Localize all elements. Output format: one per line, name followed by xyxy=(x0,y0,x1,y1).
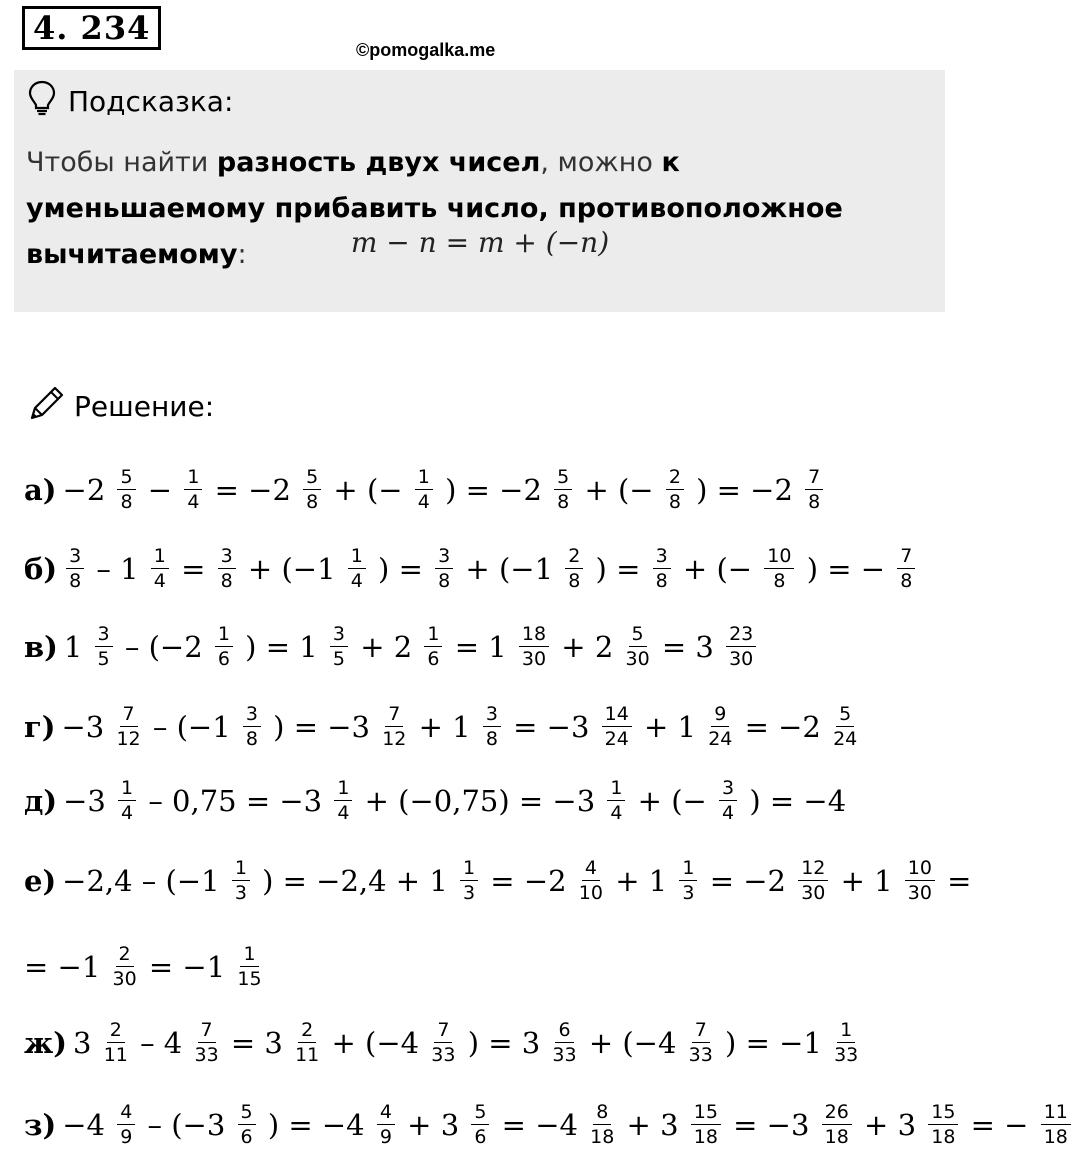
fraction-numerator: 23 xyxy=(726,625,756,647)
hint-text-part: Чтобы найти xyxy=(26,147,217,178)
solution-line xyxy=(24,938,265,996)
fraction xyxy=(590,1103,614,1147)
hint-formula: m − n = m + (−n) xyxy=(350,226,610,259)
problem-number: 4. 234 xyxy=(22,6,161,50)
fraction xyxy=(691,1103,721,1147)
fraction xyxy=(118,779,136,823)
fraction-denominator: 3 xyxy=(234,882,247,904)
fraction-numerator: 3 xyxy=(435,547,453,569)
fraction-denominator: 4 xyxy=(417,491,430,513)
fraction xyxy=(805,468,823,512)
fraction xyxy=(431,1021,455,1065)
math-text: + 2 xyxy=(350,630,422,664)
fraction-denominator: 8 xyxy=(568,570,581,592)
math-text: ) = −1 xyxy=(715,1026,832,1060)
fraction-denominator: 15 xyxy=(237,968,262,990)
fraction xyxy=(471,1103,489,1147)
fraction-numerator: 5 xyxy=(836,705,854,727)
solution-line xyxy=(24,618,759,676)
fraction-denominator: 6 xyxy=(217,648,230,670)
fraction-numerator: 11 xyxy=(1041,1103,1071,1125)
fraction-denominator: 8 xyxy=(438,570,451,592)
solution-line-label: б) xyxy=(24,552,58,586)
fraction-denominator: 11 xyxy=(103,1044,128,1066)
fraction xyxy=(184,468,202,512)
math-text: 1 xyxy=(63,630,92,664)
fraction xyxy=(798,859,828,903)
fraction-numerator: 7 xyxy=(897,547,915,569)
fraction xyxy=(382,705,406,749)
math-text: + (−4 xyxy=(579,1026,686,1060)
math-text: = −1 xyxy=(139,950,235,984)
fraction-denominator: 11 xyxy=(295,1044,320,1066)
math-text: = −1 xyxy=(24,950,110,984)
fraction xyxy=(579,859,603,903)
hint-text-part: : xyxy=(237,239,247,270)
math-text: + (− xyxy=(575,473,663,507)
fraction-numerator: 7 xyxy=(434,1021,452,1043)
fraction xyxy=(104,1021,128,1065)
fraction-numerator: 1 xyxy=(424,625,442,647)
math-text: ) = −2 xyxy=(435,473,552,507)
fraction xyxy=(625,625,649,669)
solution-line xyxy=(24,461,826,519)
fraction-denominator: 18 xyxy=(931,1126,956,1148)
solution-line-label: а) xyxy=(24,473,57,507)
fraction-numerator: 1 xyxy=(215,625,233,647)
fraction xyxy=(330,625,348,669)
fraction-numerator: 7 xyxy=(198,1021,216,1043)
math-text: – (−3 xyxy=(138,1108,235,1142)
fraction-numerator: 3 xyxy=(95,625,113,647)
fraction-numerator: 8 xyxy=(593,1103,611,1125)
fraction xyxy=(117,468,135,512)
math-text: ) = − xyxy=(797,552,895,586)
solution-line-label: ж) xyxy=(24,1026,68,1060)
math-text: = 3 xyxy=(652,630,724,664)
math-text: = 3 xyxy=(221,1026,293,1060)
fraction-denominator: 30 xyxy=(729,648,754,670)
fraction-denominator: 33 xyxy=(834,1044,859,1066)
fraction-numerator: 2 xyxy=(666,468,684,490)
fraction-denominator: 8 xyxy=(220,570,233,592)
math-text: = xyxy=(171,552,215,586)
fraction xyxy=(834,1021,858,1065)
math-text: = −2 xyxy=(205,473,301,507)
fraction-denominator: 8 xyxy=(306,491,319,513)
fraction-numerator: 12 xyxy=(798,859,828,881)
fraction-numerator: 10 xyxy=(905,859,935,881)
fraction-denominator: 30 xyxy=(112,968,137,990)
fraction xyxy=(243,705,261,749)
fraction-numerator: 7 xyxy=(692,1021,710,1043)
math-text: + 1 xyxy=(634,710,706,744)
solution-line-label: е) xyxy=(24,864,57,898)
math-text: = 1 xyxy=(445,630,516,664)
math-text: = −2 xyxy=(735,710,831,744)
fraction-numerator: 1 xyxy=(232,859,250,881)
fraction-numerator: 15 xyxy=(691,1103,721,1125)
fraction xyxy=(679,859,697,903)
fraction xyxy=(95,625,113,669)
fraction xyxy=(554,468,572,512)
solution-line-label: д) xyxy=(24,784,58,818)
math-text: + 1 xyxy=(831,864,902,898)
solution-line xyxy=(24,852,972,910)
math-text: + (−1 xyxy=(456,552,563,586)
fraction-numerator: 7 xyxy=(385,705,403,727)
fraction-denominator: 30 xyxy=(625,648,650,670)
fraction-numerator: 3 xyxy=(719,779,737,801)
fraction-numerator: 1 xyxy=(151,547,169,569)
fraction-denominator: 33 xyxy=(688,1044,713,1066)
fraction-numerator: 5 xyxy=(629,625,647,647)
fraction xyxy=(905,859,935,903)
math-text: – (−2 xyxy=(115,630,212,664)
fraction-denominator: 3 xyxy=(463,882,476,904)
solution-line xyxy=(24,1014,861,1072)
math-text: + (−1 xyxy=(238,552,345,586)
math-text: = −4 xyxy=(492,1108,588,1142)
fraction-numerator: 15 xyxy=(928,1103,958,1125)
math-text: = −2 xyxy=(700,864,796,898)
hint-title: Подсказка: xyxy=(68,85,234,118)
fraction xyxy=(653,547,671,591)
fraction xyxy=(607,779,625,823)
math-text: + (−0,75) = −3 xyxy=(355,784,605,818)
math-text: + 1 xyxy=(605,864,677,898)
fraction-denominator: 30 xyxy=(521,648,547,670)
fraction-numerator: 5 xyxy=(303,468,321,490)
fraction-denominator: 18 xyxy=(693,1126,718,1148)
fraction xyxy=(215,625,233,669)
math-text: − xyxy=(138,473,182,507)
fraction-denominator: 9 xyxy=(120,1126,133,1148)
fraction-numerator: 3 xyxy=(218,547,236,569)
fraction-numerator: 1 xyxy=(679,859,697,881)
math-text: + 3 xyxy=(617,1108,688,1142)
math-text: + 3 xyxy=(397,1108,469,1142)
math-text: −4 xyxy=(62,1108,115,1142)
fraction-numerator: 1 xyxy=(607,779,625,801)
math-text: – 4 xyxy=(130,1026,192,1060)
fraction xyxy=(218,547,236,591)
fraction-denominator: 8 xyxy=(557,491,570,513)
fraction-denominator: 4 xyxy=(337,802,350,824)
math-text: = −3 xyxy=(503,710,599,744)
fraction-denominator: 8 xyxy=(668,491,681,513)
fraction xyxy=(897,547,915,591)
watermark: ©pomogalka.me xyxy=(356,40,496,60)
fraction-denominator: 30 xyxy=(801,882,826,904)
fraction xyxy=(303,468,321,512)
fraction xyxy=(565,547,583,591)
fraction-denominator: 4 xyxy=(610,802,623,824)
fraction-denominator: 3 xyxy=(682,882,695,904)
fraction xyxy=(116,705,140,749)
math-text: −2 xyxy=(62,473,115,507)
fraction xyxy=(151,547,169,591)
fraction-denominator: 8 xyxy=(900,570,913,592)
hint-header xyxy=(28,80,233,123)
solution-line-label: з) xyxy=(24,1108,57,1142)
fraction xyxy=(113,945,137,989)
fraction xyxy=(928,1103,958,1147)
math-text: −3 xyxy=(63,784,116,818)
math-text: ) = xyxy=(368,552,433,586)
fraction-numerator: 4 xyxy=(582,859,600,881)
fraction-numerator: 3 xyxy=(330,625,348,647)
fraction-denominator: 6 xyxy=(240,1126,253,1148)
fraction-numerator: 3 xyxy=(243,705,261,727)
fraction-numerator: 9 xyxy=(711,705,729,727)
fraction-numerator: 1 xyxy=(415,468,433,490)
solution-line xyxy=(24,698,860,756)
fraction-numerator: 7 xyxy=(805,468,823,490)
fraction-denominator: 8 xyxy=(655,570,668,592)
math-text: ) = xyxy=(586,552,650,586)
math-text: ) = −4 xyxy=(258,1108,374,1142)
math-text: = − xyxy=(961,1108,1038,1142)
math-text: ) = 3 xyxy=(458,1026,550,1060)
solution-line-label: в) xyxy=(24,630,58,664)
fraction-denominator: 24 xyxy=(604,728,629,750)
fraction-numerator: 2 xyxy=(116,945,134,967)
math-text: ) = 1 xyxy=(235,630,327,664)
fraction-numerator: 2 xyxy=(565,547,583,569)
fraction xyxy=(726,625,756,669)
fraction-numerator: 5 xyxy=(554,468,572,490)
fraction-numerator: 1 xyxy=(460,859,478,881)
fraction xyxy=(66,547,84,591)
fraction-numerator: 4 xyxy=(377,1103,395,1125)
fraction-denominator: 6 xyxy=(427,648,440,670)
math-text: – 0,75 = −3 xyxy=(139,784,332,818)
math-text: + 1 xyxy=(409,710,480,744)
fraction xyxy=(519,625,549,669)
fraction-numerator: 3 xyxy=(653,547,671,569)
fraction-denominator: 18 xyxy=(590,1126,615,1148)
fraction-numerator: 3 xyxy=(66,547,84,569)
fraction-numerator: 1 xyxy=(184,468,202,490)
fraction-denominator: 8 xyxy=(69,570,82,592)
fraction-denominator: 33 xyxy=(552,1044,577,1066)
fraction-numerator: 18 xyxy=(519,625,549,647)
math-text: = −3 xyxy=(723,1108,819,1142)
math-text: −3 xyxy=(61,710,114,744)
solution-line xyxy=(24,772,846,830)
fraction-numerator: 4 xyxy=(117,1103,135,1125)
fraction-numerator: 1 xyxy=(334,779,352,801)
fraction-numerator: 1 xyxy=(348,547,366,569)
math-text: + (−4 xyxy=(322,1026,429,1060)
hint-text-bold: к уменьшаемому прибавить число, противоположное вычитаемому xyxy=(26,147,843,270)
fraction-denominator: 18 xyxy=(824,1126,849,1148)
fraction xyxy=(295,1021,319,1065)
math-text: ) = −2,4 + 1 xyxy=(252,864,457,898)
fraction-denominator: 4 xyxy=(350,570,363,592)
fraction-numerator: 3 xyxy=(483,705,501,727)
math-text: + 3 xyxy=(854,1108,926,1142)
fraction-denominator: 33 xyxy=(194,1044,219,1066)
fraction-numerator: 5 xyxy=(471,1103,489,1125)
fraction-denominator: 4 xyxy=(121,802,134,824)
hint-text-part: , можно xyxy=(540,147,662,178)
fraction-denominator: 8 xyxy=(245,728,258,750)
fraction-numerator: 5 xyxy=(238,1103,256,1125)
fraction-denominator: 8 xyxy=(120,491,133,513)
fraction xyxy=(460,859,478,903)
fraction-numerator: 14 xyxy=(602,705,632,727)
fraction-denominator: 9 xyxy=(379,1126,392,1148)
fraction xyxy=(238,1103,256,1147)
fraction-numerator: 7 xyxy=(120,705,138,727)
fraction-denominator: 4 xyxy=(153,570,166,592)
fraction-numerator: 1 xyxy=(118,779,136,801)
fraction-denominator: 18 xyxy=(1043,1126,1068,1148)
solution-line xyxy=(24,540,918,598)
fraction xyxy=(237,945,261,989)
math-text: ) = −3 xyxy=(263,710,380,744)
fraction xyxy=(334,779,352,823)
math-text: + (− xyxy=(673,552,762,586)
fraction-numerator: 6 xyxy=(555,1021,573,1043)
fraction xyxy=(424,625,442,669)
math-text: −2,4 – (−1 xyxy=(62,864,229,898)
pencil-icon xyxy=(28,384,66,429)
fraction-denominator: 24 xyxy=(708,728,733,750)
fraction-denominator: 5 xyxy=(97,648,110,670)
math-text: ) = −2 xyxy=(686,473,803,507)
fraction xyxy=(415,468,433,512)
fraction-denominator: 8 xyxy=(808,491,821,513)
math-text: + (− xyxy=(628,784,717,818)
fraction-numerator: 2 xyxy=(107,1021,125,1043)
fraction xyxy=(483,705,501,749)
fraction-denominator: 8 xyxy=(485,728,498,750)
fraction-denominator: 33 xyxy=(431,1044,456,1066)
math-text: + (− xyxy=(324,473,412,507)
fraction-numerator: 2 xyxy=(298,1021,316,1043)
fraction xyxy=(719,779,737,823)
fraction-denominator: 5 xyxy=(332,648,345,670)
fraction-numerator: 1 xyxy=(837,1021,855,1043)
fraction-denominator: 30 xyxy=(907,882,932,904)
fraction xyxy=(117,1103,135,1147)
solution-line-label: г) xyxy=(24,710,56,744)
fraction xyxy=(348,547,366,591)
math-text: + 2 xyxy=(552,630,623,664)
lightbulb-icon xyxy=(28,80,56,123)
fraction-denominator: 24 xyxy=(833,728,858,750)
fraction-numerator: 1 xyxy=(240,945,258,967)
fraction-denominator: 10 xyxy=(578,882,603,904)
fraction-denominator: 12 xyxy=(116,728,141,750)
fraction xyxy=(822,1103,852,1147)
fraction-denominator: 6 xyxy=(474,1126,487,1148)
fraction xyxy=(602,705,632,749)
fraction xyxy=(764,547,794,591)
fraction-numerator: 10 xyxy=(764,547,794,569)
fraction xyxy=(552,1021,576,1065)
fraction xyxy=(435,547,453,591)
fraction xyxy=(666,468,684,512)
hint-text-bold: разность двух чисел xyxy=(216,147,541,178)
solution-title: Решение: xyxy=(74,390,215,423)
fraction-numerator: 5 xyxy=(117,468,135,490)
fraction xyxy=(833,705,857,749)
math-text: 3 xyxy=(73,1026,101,1060)
fraction-numerator: 26 xyxy=(822,1103,852,1125)
fraction xyxy=(232,859,250,903)
fraction xyxy=(194,1021,218,1065)
fraction-denominator: 4 xyxy=(187,491,200,513)
fraction xyxy=(689,1021,713,1065)
solution-line xyxy=(24,1096,1074,1154)
fraction-denominator: 8 xyxy=(773,570,786,592)
fraction-denominator: 12 xyxy=(382,728,407,750)
math-text: – (−1 xyxy=(143,710,240,744)
fraction xyxy=(1041,1103,1071,1147)
math-text: ) = −4 xyxy=(740,784,847,818)
math-text: = xyxy=(937,864,972,898)
solution-header xyxy=(28,384,214,429)
fraction xyxy=(377,1103,395,1147)
math-text: – 1 xyxy=(87,552,148,586)
fraction xyxy=(708,705,732,749)
math-text: = −2 xyxy=(481,864,576,898)
fraction-denominator: 4 xyxy=(722,802,735,824)
